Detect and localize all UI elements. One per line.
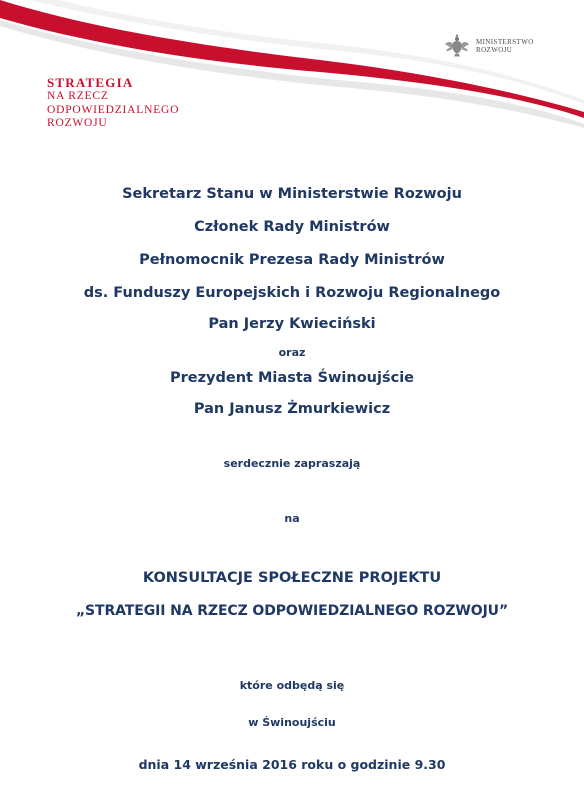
host1-title1: Sekretarz Stanu w Ministerstwie Rozwoju: [122, 186, 462, 202]
host1-name: Pan Jerzy Kwieciński: [208, 316, 376, 332]
host2-name: Pan Janusz Żmurkiewicz: [193, 401, 391, 417]
relative-clause: które odbędą się: [239, 679, 345, 692]
strategy-logo-line1: STRATEGIA: [47, 75, 134, 90]
conjunction-text: oraz: [278, 346, 306, 359]
ministry-logo-line2: ROZWOJU: [476, 46, 513, 54]
invite-phrase: serdecznie zapraszają: [223, 457, 361, 470]
strategy-logo-line2: NA RZECZ: [47, 90, 109, 102]
host1-title3: Pełnomocnik Prezesa Rady Ministrów: [139, 252, 445, 268]
strategy-logo-line4: ROZWOJU: [47, 117, 108, 129]
event-title-line1: KONSULTACJE SPOŁECZNE PROJEKTU: [142, 570, 442, 586]
location-text: w Świnoujściu: [248, 716, 336, 729]
event-title-line2: „STRATEGII NA RZECZ ODPOWIEDZIALNEGO ROZWOJU”: [75, 603, 509, 619]
strategy-logo-line3: ODPOWIEDZIALNEGO: [47, 103, 180, 116]
host1-title2: Członek Rady Ministrów: [194, 219, 390, 235]
host1-title4: ds. Funduszy Europejskich i Rozwoju Regionalnego: [83, 285, 501, 301]
event-datetime: dnia 14 września 2016 roku o godzinie 9.30: [138, 757, 446, 772]
preposition-text: na: [284, 512, 300, 525]
ministry-logo-line1: MINISTERSTWO: [476, 38, 534, 46]
host2-title: Prezydent Miasta Świnoujście: [169, 370, 414, 386]
